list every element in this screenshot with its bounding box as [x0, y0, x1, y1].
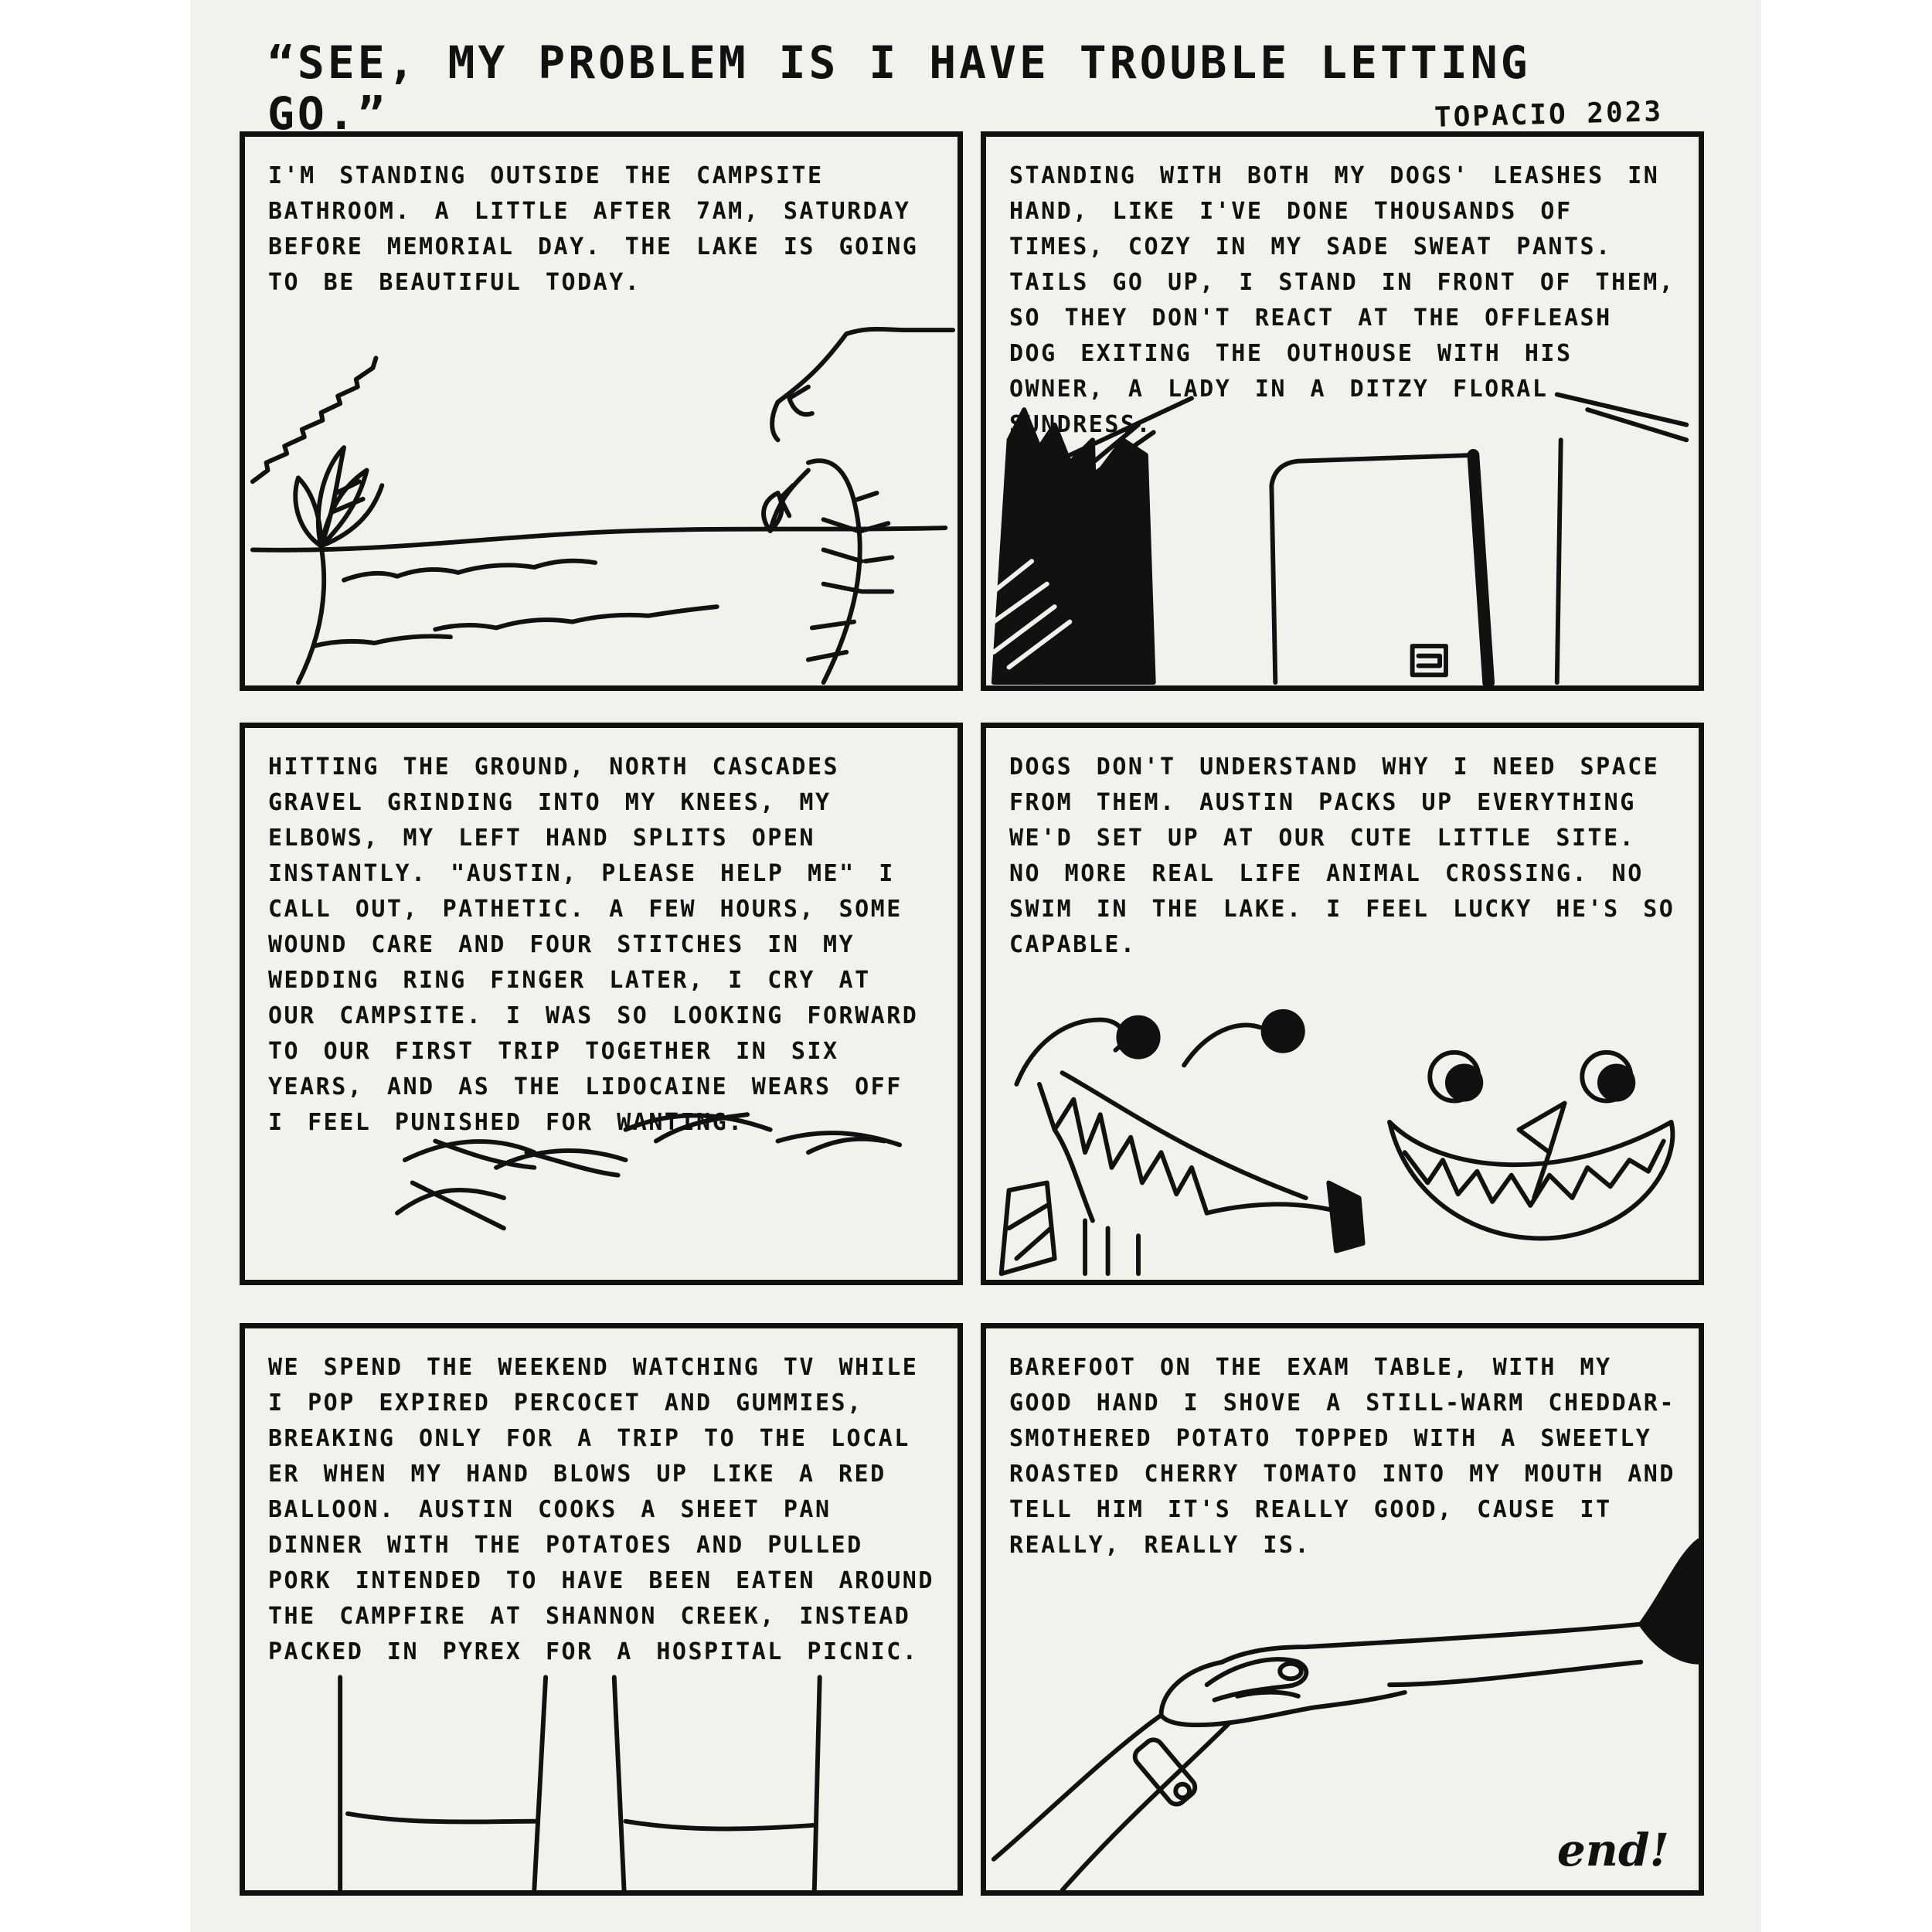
artist-credit: TOPACIO 2023: [1434, 96, 1664, 134]
panel-2-caption: STANDING WITH BOTH MY DOGS' LEASHES IN HAND, LIKE I'VE DONE THOUSANDS OF TIMES, COZY IN MY SADE SWEAT PANTS. TAILS GO UP, I STAND IN FRONT OF THEM, SO THEY DON'T REACT AT THE OFFLEASH DOG EXITING THE OUTHOUSE WITH HIS OWNER, A LADY IN A DITZY FLORAL SUNDRESS.: [1009, 162, 1675, 438]
panel-1-caption: I'M STANDING OUTSIDE THE CAMPSITE BATHROOM. A LITTLE AFTER 7AM, SATURDAY BEFORE MEMORIAL DAY. THE LAKE IS GOING TO BE BEAUTIFUL TODAY.: [268, 162, 919, 296]
panel-2: [981, 131, 1704, 691]
panel-6: [981, 1323, 1704, 1896]
panel-4: [981, 723, 1704, 1285]
panel-6-caption: BAREFOOT ON THE EXAM TABLE, WITH MY GOOD HAND I SHOVE A STILL-WARM CHEDDAR-SMOTHERED POTATO TOPPED WITH A SWEETLY ROASTED CHERRY TOMATO INTO MY MOUTH AND TELL HIM IT'S REALLY GOOD, CAUSE IT REALLY, REALLY IS.: [1009, 1354, 1675, 1559]
comic-title: “SEE, MY PROBLEM IS I HAVE TROUBLE LETTING GO.”: [267, 36, 1531, 140]
panel-4-caption: DOGS DON'T UNDERSTAND WHY I NEED SPACE FROM THEM. AUSTIN PACKS UP EVERYTHING WE'D SET UP AT OUR CUTE LITTLE SITE. NO MORE REAL LIFE ANIMAL CROSSING. NO SWIM IN THE LAKE. I FEEL LUCKY HE'S SO CAPABLE.: [1009, 753, 1675, 958]
panel-5-caption: WE SPEND THE WEEKEND WATCHING TV WHILE I POP EXPIRED PERCOCET AND GUMMIES, BREAKING ONLY FOR A TRIP TO THE LOCAL ER WHEN MY HAND BLOWS UP LIKE A RED BALLOON. AUSTIN COOKS A SHEET PAN DINNER WITH THE POTATOES AND PULLED PORK INTENDED TO HAVE BEEN EATEN AROUND THE CAMPFIRE AT SHANNON CREEK, INSTEAD PACKED IN PYREX FOR A HOSPITAL PICNIC.: [268, 1354, 934, 1665]
panel-3: [240, 723, 963, 1285]
panel-5: [240, 1323, 963, 1896]
panel-3-caption: HITTING THE GROUND, NORTH CASCADES GRAVEL GRINDING INTO MY KNEES, MY ELBOWS, MY LEFT HAND SPLITS OPEN INSTANTLY. "AUSTIN, PLEASE HELP ME" I CALL OUT, PATHETIC. A FEW HOURS, SOME WOUND CARE AND FOUR STITCHES IN MY WEDDING RING FINGER LATER, I CRY AT OUR CAMPSITE. I WAS SO LOOKING FORWARD TO OUR FIRST TRIP TOGETHER IN SIX YEARS, AND AS THE LIDOCAINE WEARS OFF I FEEL PUNISHED FOR WANTING.: [268, 753, 919, 1136]
panel-1: [240, 131, 963, 691]
end-note: end!: [1556, 1824, 1669, 1876]
comic-page: [190, 0, 1761, 1932]
